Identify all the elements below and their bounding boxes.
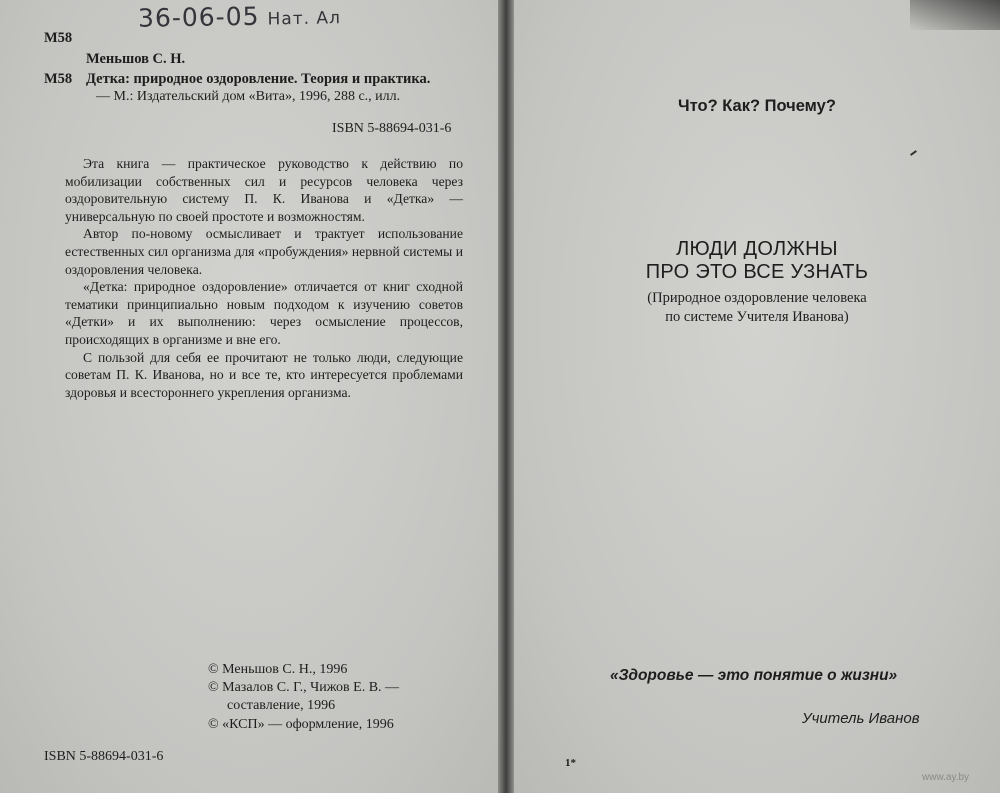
copyright-block [208, 661, 399, 734]
page-corner-shadow [910, 0, 1000, 30]
book-title-line: ЛЮДИ ДОЛЖНЫ [676, 238, 838, 260]
annotation-paragraph: Эта книга — практическое руководство к действию по мобилизации собственных сил и ресурсов человека через оздоровительную систему П. К. Иванова и «Детка» — универсальную по своей простоте и возможностям. [65, 156, 463, 224]
annotation [65, 155, 463, 401]
copyright-line: © Мазалов С. Г., Чижов Е. В. — [208, 680, 400, 696]
index-code: М58 [44, 30, 73, 46]
handwritten-note: 36-06-05 Нат. Ал [137, 1, 342, 33]
copyright-line: составление, 1996 [227, 698, 336, 714]
watermark: www.ay.by [922, 772, 970, 783]
epigraph: «Здоровье — это понятие о жизни» [610, 667, 898, 684]
mark [910, 150, 917, 156]
title-line: Детка: природное оздоровление. Теория и практика. [86, 71, 431, 87]
isbn-bottom: ISBN 5-88694-031-6 [44, 749, 164, 764]
book-title [514, 238, 1000, 284]
epigraph-author: Учитель Иванов [802, 710, 920, 727]
book-subtitle-line: (Природное оздоровление человека [647, 290, 867, 306]
author-line: Меньшов С. Н. [86, 51, 186, 67]
isbn-top: ISBN 5-88694-031-6 [332, 121, 452, 136]
title-index: М58 [44, 71, 73, 87]
copyright-line: © Меньшов С. Н., 1996 [208, 662, 348, 677]
series-title: Что? Как? Почему? [678, 97, 836, 115]
right-page [514, 0, 1000, 793]
annotation-paragraph: С пользой для себя ее прочитают не только люди, следующие советам П. К. Иванова, но и все те, кто интересуется проблемами здоровья и всестороннего укрепления организма. [65, 349, 463, 400]
publisher-line: — М.: Издательский дом «Вита», 1996, 288 с., илл. [96, 89, 401, 104]
book-subtitle-line: по системе Учителя Иванова) [665, 308, 849, 325]
book-subtitle [514, 289, 1000, 326]
book-title-line: ПРО ЭТО ВСЕ УЗНАТЬ [645, 261, 869, 283]
copyright-line: © «КСП» — оформление, 1996 [208, 716, 394, 732]
page-number: 1* [565, 757, 576, 769]
annotation-paragraph: «Детка: природное оздоровление» отличается от книг сходной тематики принципиально новым подходом к изучению советов «Детки» и их выполнению: через осмысление процессов, происходящих в организме и вне его. [65, 279, 463, 347]
annotation-paragraph: Автор по-новому осмысливает и трактует использование естественных сил организма для «пробуждения» нервной системы и оздоровления человека. [65, 226, 463, 277]
